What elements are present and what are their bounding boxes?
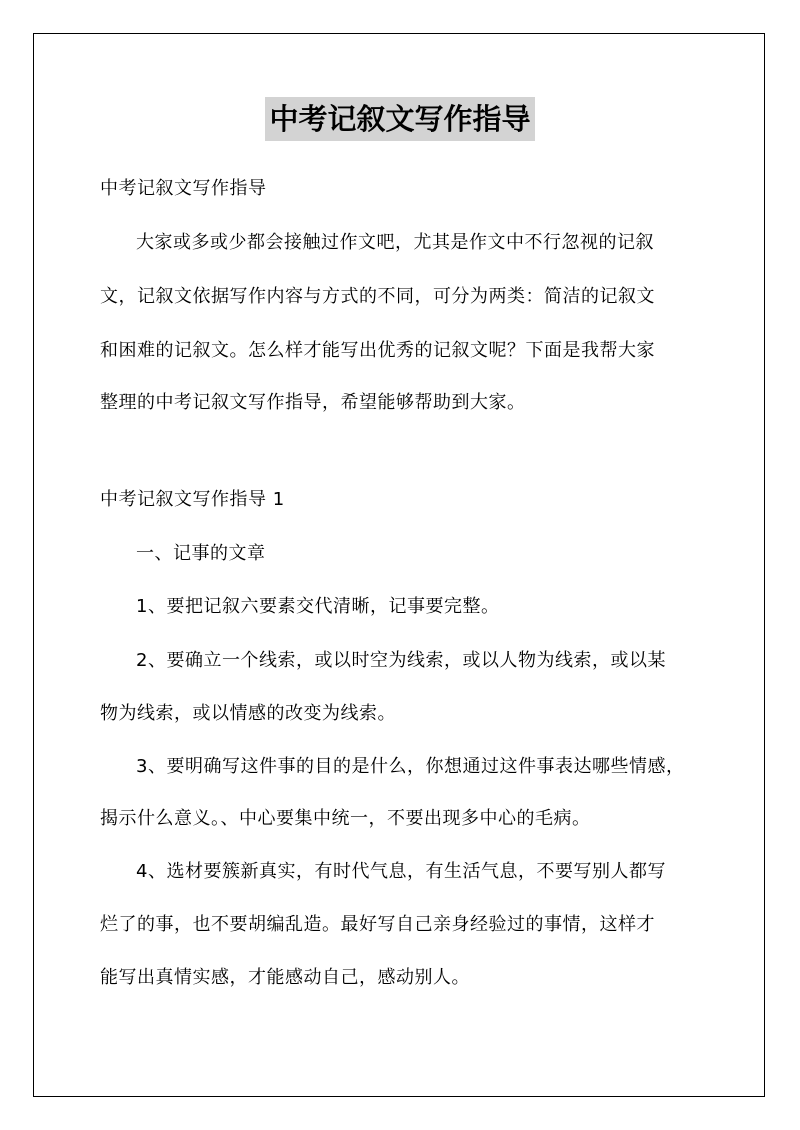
intro-line-2: 文，记叙文依据写作内容与方式的不同，可分为两类：简洁的记叙文 <box>100 286 655 307</box>
intro-line-3: 和困难的记叙文。怎么样才能写出优秀的记叙文呢？下面是我帮大家 <box>100 340 655 361</box>
intro-line-4: 整理的中考记叙文写作指导，希望能够帮助到大家。 <box>100 392 526 413</box>
point-1-line-1: 1、要把记叙六要素交代清晰，记事要完整。 <box>136 596 500 617</box>
point-3-line-2: 揭示什么意义。、中心要集中统一，不要出现多中心的毛病。 <box>100 808 591 829</box>
point-2-line-2: 物为线索，或以情感的改变为线索。 <box>100 703 396 724</box>
point-4-line-1: 4、选材要簇新真实，有时代气息，有生活气息，不要写别人都写 <box>136 861 666 882</box>
document-title-text: 中考记叙文写作指导 <box>265 97 534 141</box>
subtitle-line: 中考记叙文写作指导 <box>100 178 267 199</box>
point-3-line-1: 3、要明确写这件事的目的是什么，你想通过这件事表达哪些情感， <box>136 756 685 777</box>
point-4-line-2: 烂了的事，也不要胡编乱造。最好写自己亲身经验过的事情，这样才 <box>100 914 655 935</box>
point-2-line-1: 2、要确立一个线索，或以时空为线索，或以人物为线索，或以某 <box>136 650 666 671</box>
point-4-line-3: 能写出真情实感，才能感动自己，感动别人。 <box>100 967 470 988</box>
intro-line-1: 大家或多或少都会接触过作文吧，尤其是作文中不行忽视的记叙 <box>136 232 654 253</box>
section-heading: 中考记叙文写作指导 1 <box>100 489 285 510</box>
document-title <box>0 97 800 141</box>
subsection-heading: 一、记事的文章 <box>136 543 266 564</box>
